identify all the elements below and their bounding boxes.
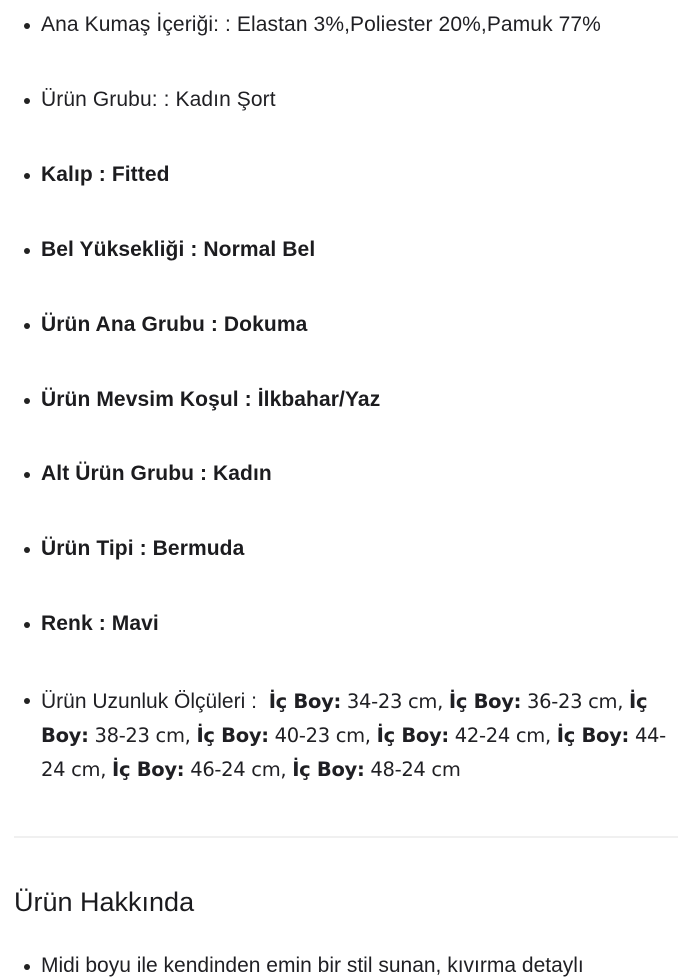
measurement-key: İç Boy:: [196, 724, 269, 747]
bullet-icon: [24, 698, 30, 704]
spec-label: Ürün Ana Grubu: [41, 313, 205, 336]
spec-item-sub-group: [41, 461, 272, 487]
measurement-value: 34-23 cm,: [341, 690, 449, 713]
about-list-item: [41, 953, 584, 979]
spec-item-main-group: [41, 312, 307, 338]
spec-item-color: [41, 611, 159, 637]
spec-label: Kalıp: [41, 163, 93, 186]
spec-label: Ürün Tipi: [41, 537, 134, 560]
spec-label: Bel Yüksekliği: [41, 238, 185, 261]
about-item-text: Midi boyu ile kendinden emin bir stil sunan, kıvırma detaylı: [41, 954, 584, 977]
spec-label: Ürün Mevsim Koşul: [41, 388, 239, 411]
measurement-key: İç Boy:: [292, 758, 365, 781]
spec-item-season: [41, 387, 380, 413]
spec-label: Ürün Uzunluk Ölçüleri :: [41, 690, 257, 713]
spec-separator: :: [92, 612, 112, 635]
spec-separator: :: [219, 13, 237, 36]
spec-value: Bermuda: [152, 537, 245, 560]
bullet-icon: [24, 323, 30, 329]
bullet-icon: [24, 173, 30, 179]
spec-value: Elastan 3%,Poliester 20%,Pamuk 77%: [236, 13, 601, 36]
spec-value: İlkbahar/Yaz: [257, 388, 381, 411]
measurement-key: İç Boy:: [268, 690, 341, 713]
spec-separator: :: [133, 537, 153, 560]
spec-separator: :: [157, 88, 176, 111]
spec-separator: :: [194, 462, 214, 485]
spec-item-fit: [41, 162, 170, 188]
spec-separator: :: [204, 313, 224, 336]
spec-label: Alt Ürün Grubu: [41, 462, 195, 485]
measurement-value: 48-24 cm: [364, 758, 461, 781]
bullet-icon: [24, 472, 30, 478]
spec-label: Renk: [41, 612, 93, 635]
measurement-value: 40-23 cm,: [268, 724, 377, 747]
measurement-key: İç Boy:: [112, 758, 185, 781]
measurement-value: 44-24 cm,: [41, 724, 666, 781]
bullet-icon: [24, 398, 30, 404]
bullet-icon: [24, 622, 30, 628]
measurement-value: 36-23 cm,: [521, 690, 630, 713]
spec-item-product-group: [41, 87, 276, 113]
measurement-key: İç Boy:: [556, 724, 630, 747]
spec-item-length-measurements: [41, 685, 686, 787]
spec-value: Mavi: [111, 612, 159, 635]
spec-item-waist-height: [41, 237, 315, 263]
bullet-icon: [24, 23, 30, 29]
spec-label: Ürün Grubu:: [41, 88, 158, 111]
bullet-icon: [24, 98, 30, 104]
bullet-icon: [24, 248, 30, 254]
spec-value: Normal Bel: [203, 238, 316, 261]
spec-item-product-type: [41, 536, 244, 562]
spec-value: Kadın Şort: [175, 88, 276, 111]
bullet-icon: [24, 964, 30, 970]
spec-separator: :: [238, 388, 258, 411]
spec-value: Dokuma: [223, 313, 308, 336]
spec-separator: :: [92, 163, 112, 186]
spec-value: Kadın: [213, 462, 272, 485]
measurement-value: 38-23 cm,: [88, 724, 197, 747]
bullet-icon: [24, 547, 30, 553]
measurement-key: İç Boy:: [448, 690, 522, 713]
measurement-key: İç Boy:: [376, 724, 449, 747]
about-section-title: Ürün Hakkında: [14, 887, 195, 917]
section-divider: [14, 836, 678, 838]
measurement-value: 46-24 cm,: [184, 758, 293, 781]
spec-separator: :: [184, 238, 204, 261]
measurement-value: 42-24 cm,: [448, 724, 557, 747]
spec-label: Ana Kumaş İçeriği:: [41, 13, 220, 36]
spec-item-fabric-content: [41, 12, 601, 38]
spec-value: Fitted: [111, 163, 170, 186]
measurement-key: İç Boy:: [41, 690, 648, 747]
